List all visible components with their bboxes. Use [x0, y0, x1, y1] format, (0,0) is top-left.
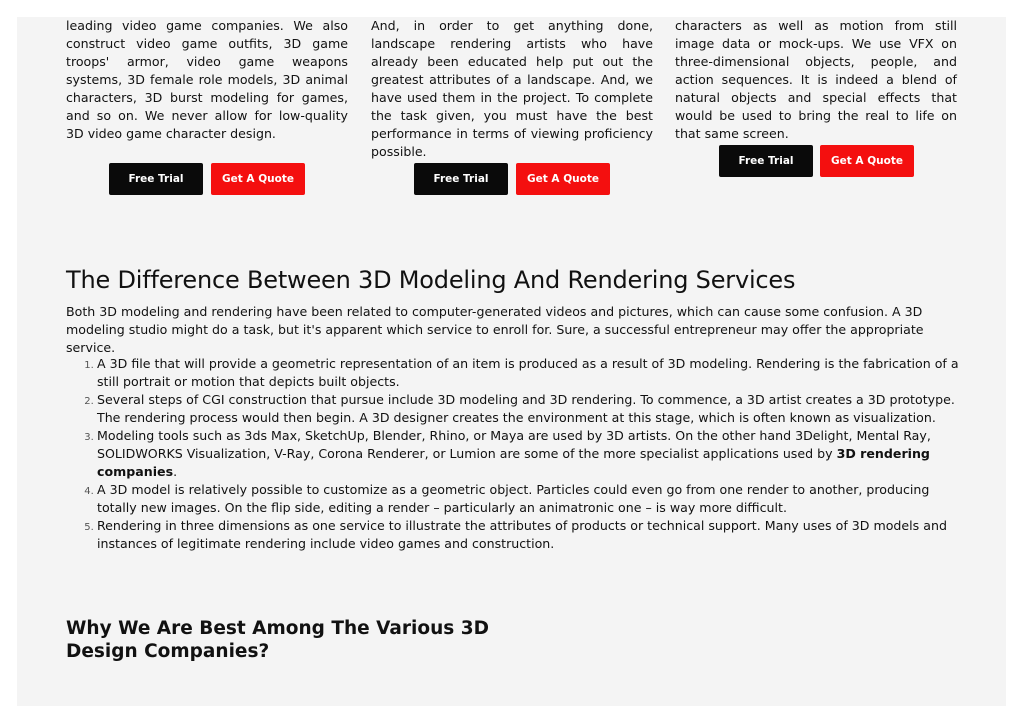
- list-item: 1. A 3D file that will provide a geometric representation of an item is produced as a result of 3D modeling. Rendering is the fabrication of a still portrait or motion that depicts built objects.: [97, 355, 959, 391]
- difference-section-title: The Difference Between 3D Modeling And Rendering Services: [66, 266, 796, 294]
- why-section-title: Why We Are Best Among The Various 3D Design Companies?: [66, 618, 489, 662]
- service-column-text-3: characters as well as motion from still image data or mock-ups. We use VFX on three-dimensional objects, people, and action sequences. It is indeed a blend of natural objects and special effects that would be used to bring the real to life on that same screen.: [675, 18, 957, 141]
- list-item: 2. Several steps of CGI construction that pursue include 3D modeling and 3D rendering. To commence, a 3D artist creates a 3D prototype. The rendering process would then begin. A 3D designer creates the environment at this stage, which is often known as visualization.: [97, 391, 959, 427]
- rendering-companies-highlight: 3D rendering companies: [97, 446, 930, 479]
- get-quote-button[interactable]: Get A Quote: [516, 163, 610, 195]
- free-trial-button[interactable]: Free Trial: [414, 163, 508, 195]
- list-item-text: Modeling tools such as 3ds Max, SketchUp, Blender, Rhino, or Maya are used by 3D artists. On the other hand 3Delight, Mental Ray, SOLIDWORKS Visualization, V-Ray, Corona Renderer, or Lumion are some of the more specialist applications used by: [97, 428, 931, 461]
- difference-intro-paragraph: Both 3D modeling and rendering have been related to computer-generated videos and pictures, which can cause some confusion. A 3D modeling studio might do a task, but it's apparent which service to enroll for. Sure, a successful entrepreneur may offer the appropriate service.: [66, 304, 924, 355]
- get-quote-button[interactable]: Get A Quote: [820, 145, 914, 177]
- list-item: 5. Rendering in three dimensions as one service to illustrate the attributes of products or technical support. Many uses of 3D models and instances of legitimate rendering include video games and construction.: [97, 517, 959, 553]
- free-trial-button[interactable]: Free Trial: [719, 145, 813, 177]
- free-trial-button[interactable]: Free Trial: [109, 163, 203, 195]
- difference-points-list: [66, 355, 959, 553]
- service-column-text-1: leading video game companies. We also construct video game outfits, 3D game troops' armor, video game weapons systems, 3D female role models, 3D animal characters, 3D burst modeling for games, and so on. We never allow for low-quality 3D video game character design.: [66, 18, 348, 141]
- get-quote-button[interactable]: Get A Quote: [211, 163, 305, 195]
- content-panel: [17, 17, 1006, 706]
- service-column-text-2: And, in order to get anything done, landscape rendering artists who have already been educated help put out the greatest attributes of a landscape. And, we have used them in the project. To complete the task given, you must have the best performance in terms of viewing proficiency possible.: [371, 18, 653, 159]
- list-item-text-end: .: [173, 464, 178, 479]
- list-item: 4. A 3D model is relatively possible to customize as a geometric object. Particles could even go from one render to another, producing totally new images. On the flip side, editing a render – particularly an animatronic one – is way more difficult.: [97, 481, 959, 517]
- list-item: [97, 427, 959, 481]
